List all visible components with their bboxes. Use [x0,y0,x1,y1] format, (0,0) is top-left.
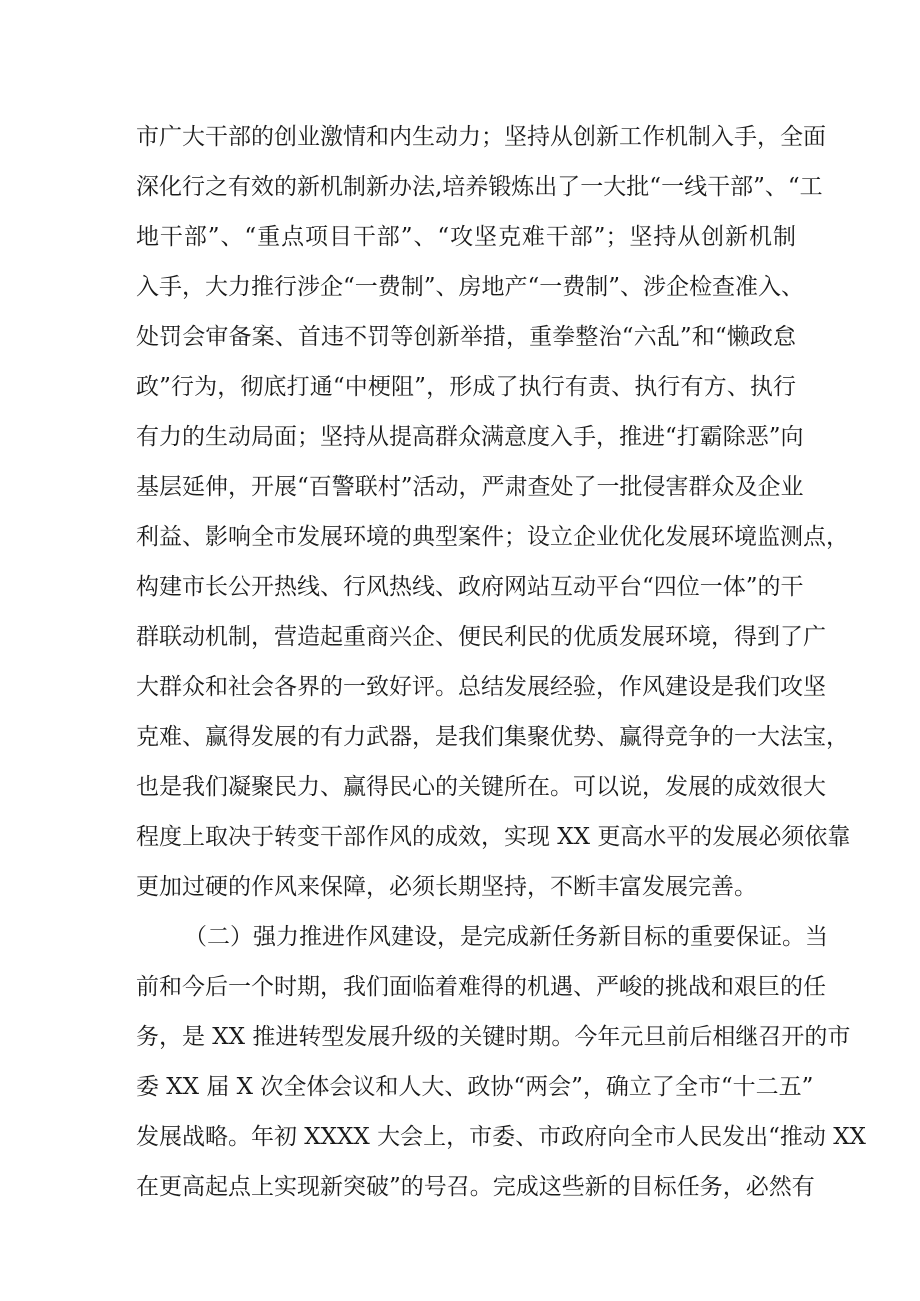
text-line: 程度上取决于转变干部作风的成效，实现 XX 更高水平的发展必须依靠 [136,824,851,850]
text-line: 入手，大力推行涉企“一费制”、房地产“一费制”、涉企检查准入、 [136,274,805,300]
text-line: 市广大干部的创业激情和内生动力；坚持从创新工作机制入手，全面 [136,124,826,150]
text-line: 在更高起点上实现新突破”的号召。完成这些新的目标任务，必然有 [136,1174,815,1200]
text-line: 务，是 XX 推进转型发展升级的关键时期。今年元旦前后相继召开的市 [136,1024,851,1050]
text-line: 处罚会审备案、首违不罚等创新举措，重拳整治“六乱”和“懒政怠 [136,324,796,350]
text-line: 委 XX 届 X 次全体会议和人大、政协“两会”，确立了全市“十二五” [136,1074,814,1100]
text-line: 前和今后一个时期，我们面临着难得的机遇、严峻的挑战和艰巨的任 [136,974,826,1000]
text-line: 有力的生动局面；坚持从提高群众满意度入手，推进“打霸除恶”向 [136,424,804,450]
text-line: 也是我们凝聚民力、赢得民心的关键所在。可以说，发展的成效很大 [136,774,826,800]
text-line: 基层延伸，开展“百警联村”活动，严肃查处了一批侵害群众及企业 [136,474,804,500]
text-line: 地干部”、“重点项目干部”、“攻坚克难干部”；坚持从创新机制 [136,224,796,250]
text-line: 克难、赢得发展的有力武器，是我们集聚优势、赢得竞争的一大法宝， [136,724,849,750]
section-heading-line: （二）强力推进作风建设，是完成新任务新目标的重要保证。当 [184,924,828,950]
text-line: 利益、影响全市发展环境的典型案件；设立企业优化发展环境监测点， [136,524,849,550]
text-line: 群联动机制，营造起重商兴企、便民利民的优质发展环境，得到了广 [136,624,826,650]
text-line: 政”行为，彻底打通“中梗阻”，形成了执行有责、执行有方、执行 [136,374,796,400]
text-line: 构建市长公开热线、行风热线、政府网站互动平台“四位一体”的干 [136,574,804,600]
text-line: 深化行之有效的新机制新办法,培养锻炼出了一大批“一线干部”、“工 [136,174,823,200]
text-line: 发展战略。年初 XXXX 大会上，市委、市政府向全市人民发出“推动 XX [136,1124,866,1150]
text-line: 大群众和社会各界的一致好评。总结发展经验，作风建设是我们攻坚 [136,674,826,700]
text-line: 更加过硬的作风来保障，必须长期坚持，不断丰富发展完善。 [136,874,757,900]
